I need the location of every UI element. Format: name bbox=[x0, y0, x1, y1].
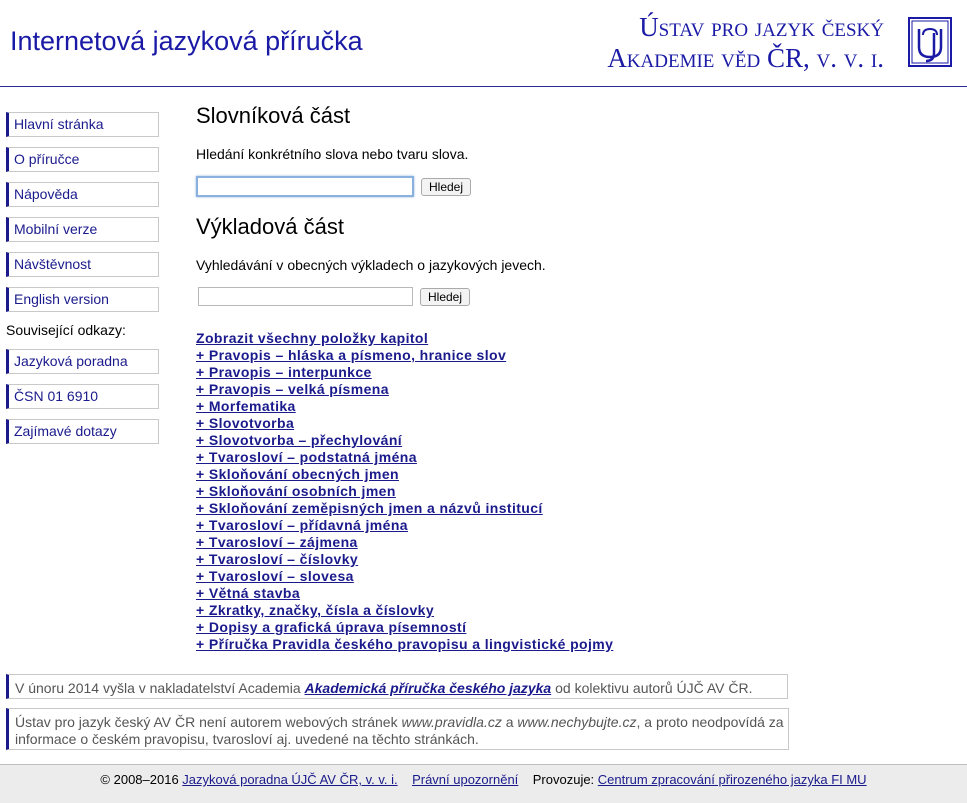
disclaimer-text-a: Ústav pro jazyk český AV ČR není autorem webových stránek bbox=[15, 714, 402, 730]
publication-notice bbox=[6, 674, 788, 699]
chapter-link[interactable]: + Tvarosloví – přídavná jména bbox=[196, 517, 408, 533]
chapter-link[interactable]: + Zkratky, značky, čísla a číslovky bbox=[196, 602, 435, 618]
disclaimer-notice bbox=[6, 708, 789, 750]
institute-name-line1: Ústav pro jazyk český bbox=[639, 12, 884, 42]
chapter-link[interactable]: + Skloňování obecných jmen bbox=[196, 466, 399, 482]
disclaimer-site-pravidla: www.pravidla.cz bbox=[401, 714, 502, 730]
footer-link-language-advisory[interactable]: Jazyková poradna ÚJČ AV ČR, v. v. i. bbox=[182, 772, 398, 787]
sidebar-item-about[interactable]: O příručce bbox=[6, 147, 159, 172]
institute-name-line2: Akademie věd ČR, v. v. i. bbox=[607, 43, 884, 73]
sidebar bbox=[6, 112, 159, 454]
page-footer bbox=[0, 764, 967, 803]
footer-operated-label: Provozuje: bbox=[532, 772, 598, 787]
sidebar-item-help[interactable]: Nápověda bbox=[6, 182, 159, 207]
sidebar-item-mobile[interactable]: Mobilní verze bbox=[6, 217, 159, 242]
sidebar-item-interesting-questions[interactable]: Zajímavé dotazy bbox=[6, 419, 159, 444]
dictionary-search-button[interactable]: Hledej bbox=[421, 178, 471, 196]
footer-link-nlp-centre[interactable]: Centrum zpracování přirozeného jazyka FI MU bbox=[597, 772, 867, 787]
chapter-link-show-all[interactable]: Zobrazit všechny položky kapitol bbox=[196, 330, 429, 346]
disclaimer-site-nechybujte: www.nechybujte.cz bbox=[517, 714, 637, 730]
chapter-link[interactable]: + Příručka Pravidla českého pravopisu a lingvistické pojmy bbox=[196, 636, 614, 652]
chapter-link[interactable]: + Pravopis – hláska a písmeno, hranice slov bbox=[196, 347, 507, 363]
chapter-link[interactable]: + Morfematika bbox=[196, 398, 296, 414]
sidebar-item-csn-standard[interactable]: ČSN 01 6910 bbox=[6, 384, 159, 409]
main-content bbox=[196, 100, 816, 306]
dictionary-search-row bbox=[196, 176, 816, 197]
chapter-link[interactable]: + Pravopis – interpunkce bbox=[196, 364, 372, 380]
site-title[interactable]: Internetová jazyková příručka bbox=[10, 26, 363, 56]
chapter-link[interactable]: + Větná stavba bbox=[196, 585, 301, 601]
chapter-link[interactable]: + Tvarosloví – podstatná jména bbox=[196, 449, 417, 465]
dictionary-search-input[interactable] bbox=[196, 176, 414, 197]
chapter-link[interactable]: + Tvarosloví – číslovky bbox=[196, 551, 359, 567]
page-header bbox=[0, 0, 967, 87]
explanatory-search-row bbox=[196, 287, 816, 306]
explanatory-search-button[interactable]: Hledej bbox=[420, 288, 470, 306]
disclaimer-text-and: a bbox=[501, 714, 518, 730]
publication-notice-suffix: od kolektivu autorů ÚJČ AV ČR. bbox=[551, 680, 753, 696]
publication-notice-prefix: V únoru 2014 vyšla v nakladatelství Academia bbox=[15, 680, 305, 696]
chapter-link[interactable]: + Skloňování zeměpisných jmen a názvů institucí bbox=[196, 500, 543, 516]
related-links-label: Související odkazy: bbox=[6, 322, 126, 338]
disclaimer-text-b: , a proto neodpovídá za informace o českém pravopisu, tvarosloví aj. uvedené na těchto stránkách. bbox=[15, 714, 784, 747]
footer-copyright: © 2008–2016 bbox=[100, 772, 183, 787]
dictionary-section-title: Slovníková část bbox=[196, 103, 351, 128]
footer-link-legal-notice[interactable]: Právní upozornění bbox=[412, 772, 519, 787]
chapter-list bbox=[196, 330, 613, 653]
academic-handbook-link[interactable]: Akademická příručka českého jazyka bbox=[304, 680, 552, 696]
explanatory-description: Vyhledávání v obecných výkladech o jazykových jevech. bbox=[196, 257, 546, 273]
sidebar-item-traffic[interactable]: Návštěvnost bbox=[6, 252, 159, 277]
explanatory-search-input[interactable] bbox=[198, 287, 413, 306]
sidebar-item-home[interactable]: Hlavní stránka bbox=[6, 112, 159, 137]
chapter-link[interactable]: + Tvarosloví – slovesa bbox=[196, 568, 354, 584]
ujc-monogram-icon[interactable] bbox=[908, 17, 952, 67]
dictionary-description: Hledání konkrétního slova nebo tvaru slova. bbox=[196, 146, 469, 162]
chapter-link[interactable]: + Dopisy a grafická úprava písemností bbox=[196, 619, 467, 635]
chapter-link[interactable]: + Pravopis – velká písmena bbox=[196, 381, 389, 397]
institute-name[interactable] bbox=[607, 12, 884, 74]
sidebar-item-language-advisory[interactable]: Jazyková poradna bbox=[6, 349, 159, 374]
chapter-link[interactable]: + Tvarosloví – zájmena bbox=[196, 534, 358, 550]
explanatory-section-title: Výkladová část bbox=[196, 214, 344, 239]
sidebar-item-english[interactable]: English version bbox=[6, 287, 159, 312]
chapter-link[interactable]: + Slovotvorba – přechylování bbox=[196, 432, 403, 448]
chapter-link[interactable]: + Skloňování osobních jmen bbox=[196, 483, 396, 499]
chapter-link[interactable]: + Slovotvorba bbox=[196, 415, 295, 431]
